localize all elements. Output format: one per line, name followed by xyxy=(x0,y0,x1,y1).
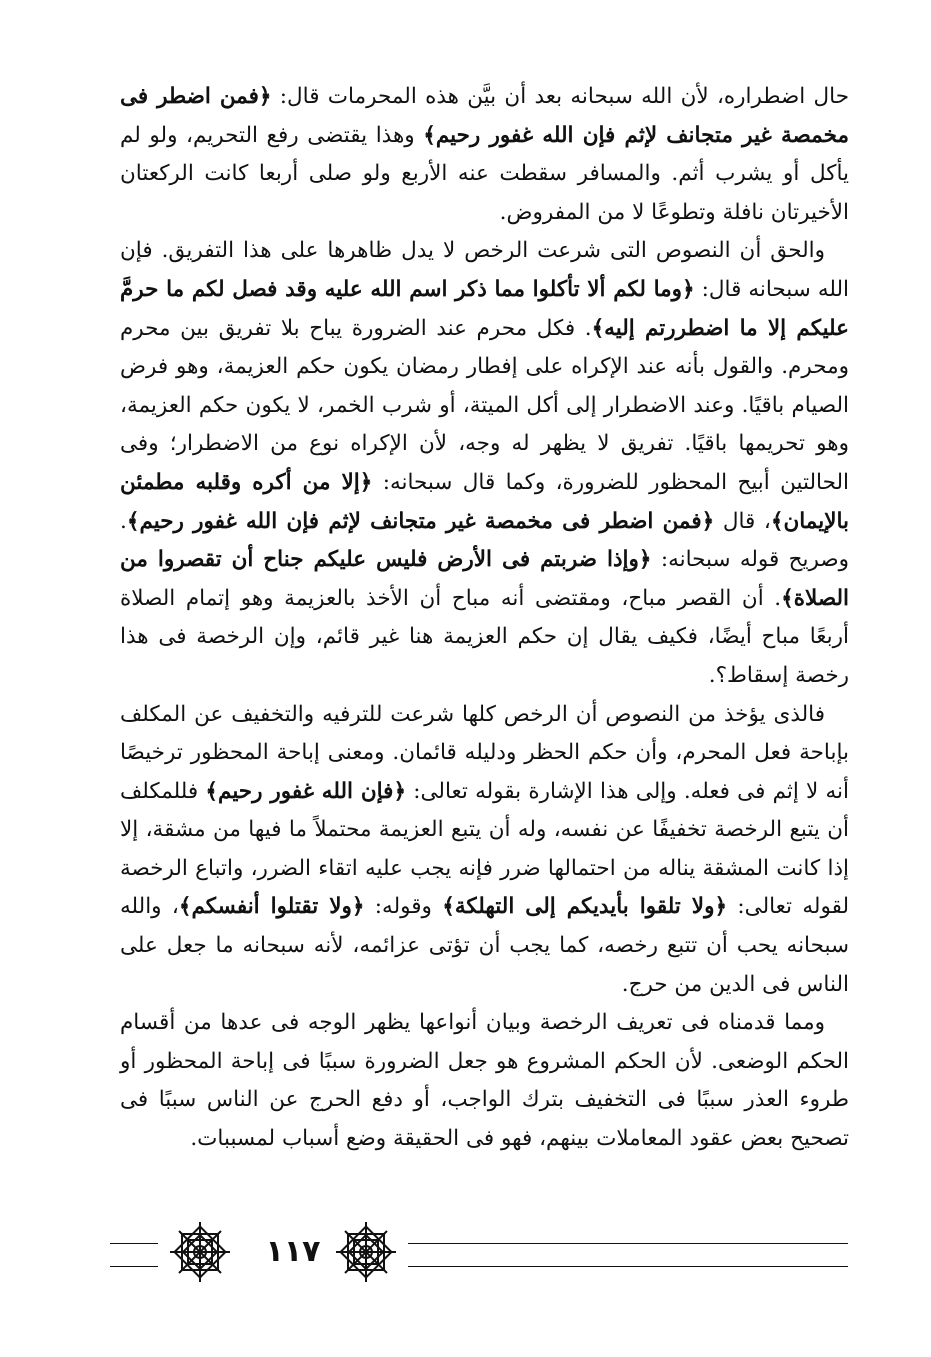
eight-point-star-knot-icon xyxy=(332,1218,400,1286)
paragraph-2 xyxy=(120,232,849,695)
quran-quote: ﴿إلا من أكره وقلبه مطمئن بالإيمان﴾ xyxy=(120,469,849,534)
footer-rule-right-top xyxy=(408,1243,848,1244)
text-segment: والحق أن النصوص التى شرعت الرخص لا يدل ظاهرها على هذا التفريق. فإن الله سبحانه قال: xyxy=(120,238,849,302)
text-segment: . فكل محرم عند الضرورة يباح بلا تفريق بين محرم ومحرم. والقول بأنه عند الإكراه على إفطار رمضان يكون حكم العزيمة، وهو فرض الصيام باقيًا. وعند الاضطرار إلى أكل الميتة، أو شرب الخمر، لا يكون حكم العزيمة، وهو تحريمها باقيًا. تفريق لا يظهر له وجه، لأن الإكراه نوع من الاضطرار؛ وفى الحالتين أبيح المحظور للضرورة، وكما قال سبحانه: xyxy=(120,315,849,495)
quran-quote: ﴿فمن اضطر فى مخمصة غير متجانف لإثم فإن الله غفور رحيم﴾ xyxy=(120,84,849,148)
text-segment: ومما قدمناه فى تعريف الرخصة وبيان أنواعها يظهر الوجه فى عدها من أقسام الحكم الوضعى. لأن الحكم المشروع هو جعل الضرورة سببًا فى إباحة المحظور أو طروء العذر سببًا فى التخفيف بترك الواجب، أو دفع الحرج عن الناس سببًا فى تصحيح بعض عقود المعاملات بينهم، فهو فى الحقيقة وضع أسباب لمسببات. xyxy=(120,1010,849,1152)
footer-rule-right-bottom xyxy=(408,1266,848,1267)
text-segment: . أن القصر مباح، ومقتضى أنه مباح أن الأخذ بالعزيمة وهو إتمام الصلاة أربعًا مباح أيضًا، فكيف يقال إن حكم العزيمة هنا غير قائم، وإن الرخصة فى هذا رخصة إسقاط؟. xyxy=(120,585,849,688)
paragraph-1 xyxy=(120,78,849,232)
quran-quote: ﴿وإذا ضربتم فى الأرض فليس عليكم جناح أن تقصروا من الصلاة﴾ xyxy=(120,547,849,611)
page-number: ١١٧ xyxy=(265,1234,321,1269)
text-segment: فللمكلف أن يتبع الرخصة تخفيفًا عن نفسه، وله أن يتبع العزيمة محتملاً ما فيها من مشقة، إلا إذا كانت المشقة يناله من احتمالها ضرر فإنه يجب عليه اتقاء الضرر، واتباع الرخصة لقوله تعالى: xyxy=(120,778,849,920)
footer-rule-left-top xyxy=(110,1243,158,1244)
paragraph-3 xyxy=(120,696,849,1005)
footer-rule-left-bottom xyxy=(110,1266,158,1267)
paragraph-4 xyxy=(120,1004,849,1158)
quran-quote: ﴿ولا تلقوا بأيديكم إلى التهلكة﴾ xyxy=(442,894,728,920)
quran-quote: ﴿ولا تقتلوا أنفسكم﴾ xyxy=(178,894,365,920)
page-footer xyxy=(110,1218,850,1286)
quran-quote: ﴿فإن الله غفور رحيم﴾ xyxy=(205,778,407,804)
quran-quote: ﴿فمن اضطر فى مخمصة غير متجانف لإثم فإن الله غفور رحيم﴾ xyxy=(126,508,715,534)
text-segment: ، قال xyxy=(714,508,771,534)
text-segment: . وصريح قوله سبحانه: xyxy=(120,508,850,573)
text-segment: ، والله سبحانه يحب أن تتبع رخصه، كما يجب أن تؤتى عزائمه، لأنه سبحانه ما جعل على الناس فى الدين من حرج. xyxy=(120,894,849,997)
eight-point-star-knot-icon xyxy=(166,1218,234,1286)
quran-quote: ﴿وما لكم ألا تأكلوا مما ذكر اسم الله عليه وقد فصل لكم ما حرمَّ عليكم إلا ما اضطررتم إليه﴾ xyxy=(120,276,850,341)
text-segment: وهذا يقتضى رفع التحريم، ولو لم يأكل أو يشرب أثم. والمسافر سقطت عنه الأربع ولو صلى أربعا كانت الركعتان الأخيرتان نافلة وتطوعًا لا من المفروض. xyxy=(120,122,849,225)
text-segment: وقوله: xyxy=(364,894,443,920)
body-text xyxy=(120,78,849,1159)
text-segment: فالذى يؤخذ من النصوص أن الرخص كلها شرعت للترفيه والتخفيف عن المكلف بإباحة فعل المحرم، وأن حكم الحظر ودليله قائمان. ومعنى إباحة المحظور ترخيصًا أنه لا إثم فى فعله. وإلى هذا الإشارة بقوله تعالى: xyxy=(120,701,850,804)
text-segment: حال اضطراره، لأن الله سبحانه بعد أن بيَّن هذه المحرمات قال: xyxy=(271,84,849,109)
